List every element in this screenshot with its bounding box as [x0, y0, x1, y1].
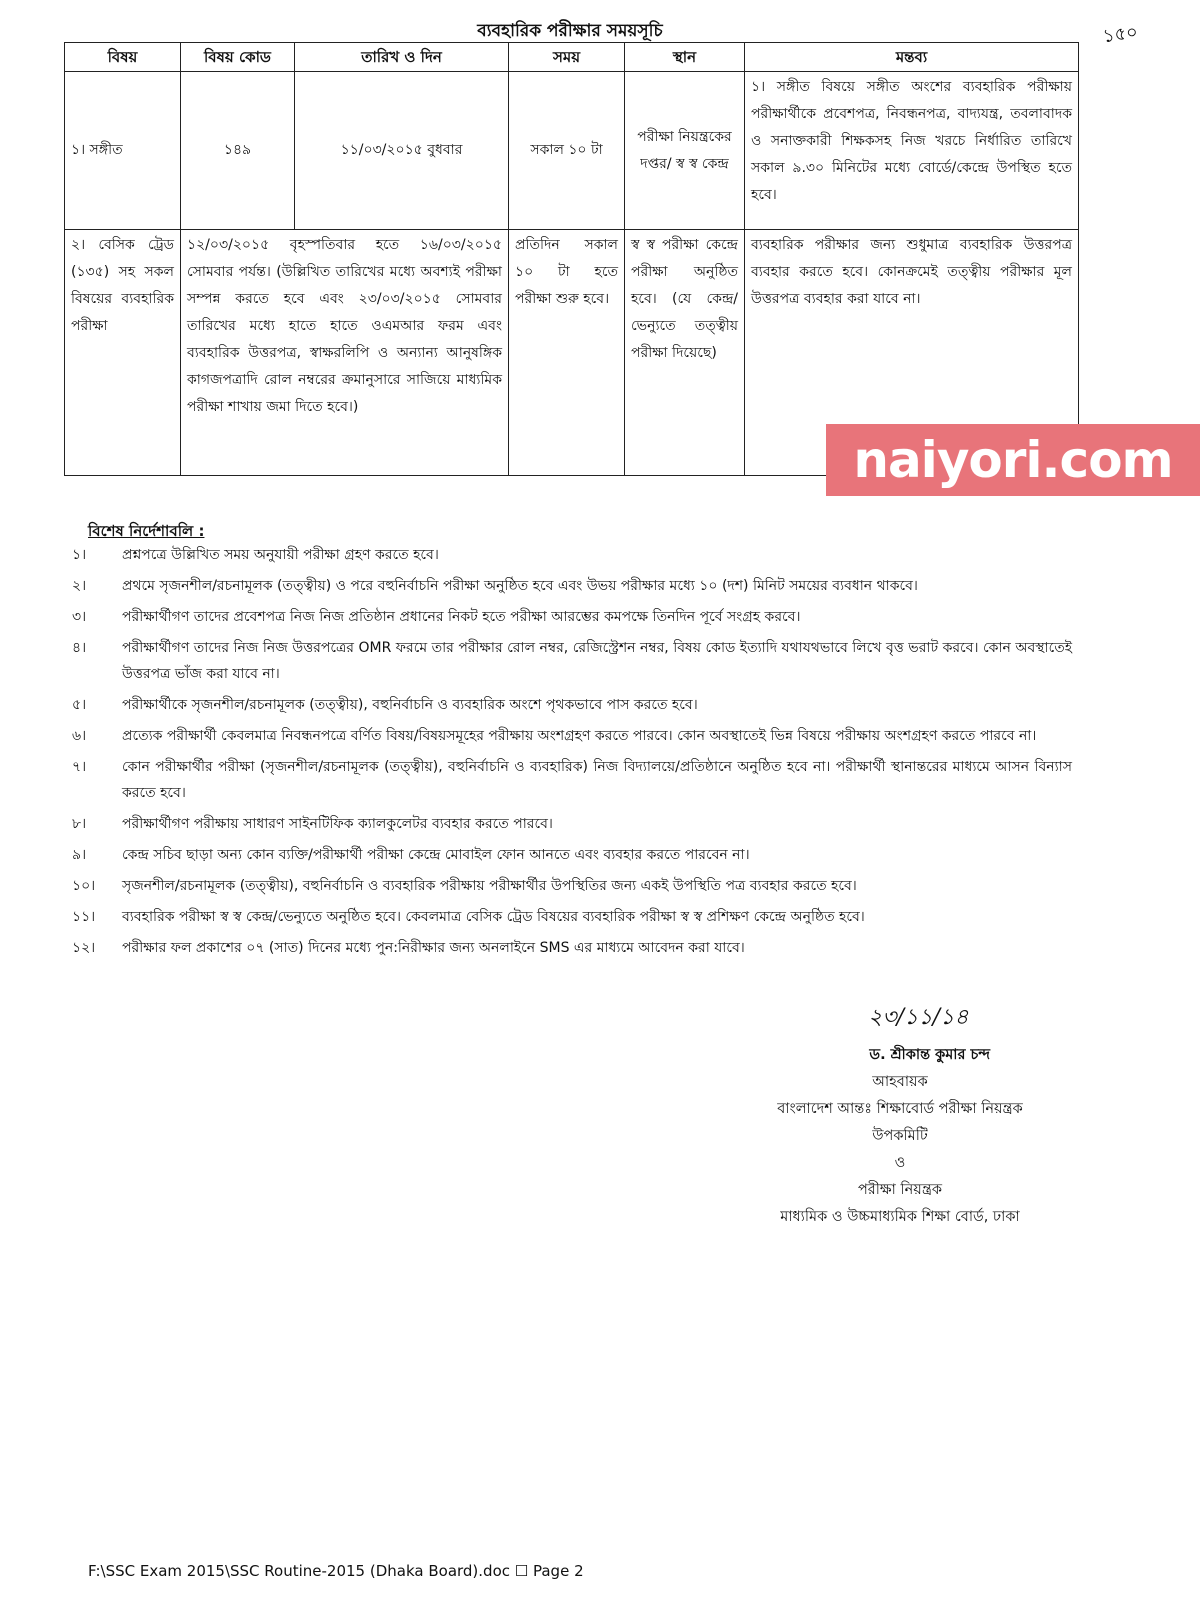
item-number: ১২।: [72, 940, 96, 956]
item-text: প্রশ্নপত্রে উল্লিখিত সময় অনুযায়ী পরীক্ষা গ্রহণ করতে হবে।: [122, 547, 439, 563]
signatory-name: ড. শ্রীকান্ত কুমার চন্দ: [869, 1047, 990, 1063]
header-time: সময়: [509, 43, 625, 72]
item-text: পরীক্ষার্থীগণ তাদের প্রবেশপত্র নিজ নিজ প্রতিষ্ঠান প্রধানের নিকট হতে পরীক্ষা আরম্ভের কমপক্ষে তিনদিন পূর্বে সংগ্রহ করবে।: [122, 609, 801, 625]
item-text: পরীক্ষার ফল প্রকাশের ০৭ (সাত) দিনের মধ্যে পুন:নিরীক্ষার জন্য অনলাইনে SMS এর মাধ্যমে আবেদন করা যাবে।: [122, 940, 745, 956]
item-text: পরীক্ষার্থীগণ তাদের নিজ নিজ উত্তরপত্রের OMR ফরমে তার পরীক্ষার রোল নম্বর, রেজিস্ট্রেশন নম্বর, বিষয় কোড ইত্যাদি যথাযথভাবে লিখে বৃত্ত ভরাট করবে। কোন অবস্থাতেই উত্তরপত্র ভাঁজ করা যাবে না।: [122, 640, 1072, 682]
table-header-row: [65, 43, 1079, 72]
signatory-committee: বাংলাদেশ আন্তঃ শিক্ষাবোর্ড পরীক্ষা নিয়ন্ত্রক: [777, 1101, 1023, 1117]
row1-remarks: ১। সঙ্গীত বিষয়ে সঙ্গীত অংশের ব্যবহারিক পরীক্ষায় পরীক্ষার্থীকে প্রবেশপত্র, নিবন্ধনপত্র, বাদ্যযন্ত্র, তবলাবাদক ও সনাক্তকারী শিক্ষকসহ নিজ খরচে নির্ধারিত তারিখে সকাল ৯.৩০ মিনিটের মধ্যে বোর্ডে/কেন্দ্রে উপস্থিত হতে হবে।: [745, 72, 1079, 230]
row2-subject: ২। বেসিক ট্রেড (১৩৫) সহ সকল বিষয়ের ব্যবহারিক পরীক্ষা: [65, 230, 181, 476]
list-item: [72, 842, 1072, 868]
item-text: কেন্দ্র সচিব ছাড়া অন্য কোন ব্যক্তি/পরীক্ষার্থী পরীক্ষা কেন্দ্রে মোবাইল ফোন আনতে এবং ব্যবহার করতে পারবেন না।: [122, 847, 750, 863]
row2-place: স্ব স্ব পরীক্ষা কেন্দ্রে পরীক্ষা অনুষ্ঠিত হবে। (যে কেন্দ্র/ ভেন্যুতে তত্ত্বীয় পরীক্ষা দিয়েছে): [625, 230, 745, 476]
special-instructions-heading: বিশেষ নির্দেশাবলি :: [88, 522, 205, 540]
list-item: [72, 935, 1072, 961]
table-row: [65, 72, 1079, 230]
header-subject-code: বিষয় কোড: [181, 43, 295, 72]
row1-code: ১৪৯: [181, 72, 295, 230]
signatory-board: মাধ্যমিক ও উচ্চমাধ্যমিক শিক্ষা বোর্ড, ঢাকা: [780, 1209, 1020, 1225]
header-date-day: তারিখ ও দিন: [295, 43, 509, 72]
list-item: [72, 692, 1072, 718]
list-item: [72, 904, 1072, 930]
item-number: ৭।: [72, 759, 87, 775]
list-item: [72, 635, 1072, 687]
row1-date: ১১/০৩/২০১৫ বুধবার: [295, 72, 509, 230]
list-item: [72, 873, 1072, 899]
item-text: সৃজনশীল/রচনামূলক (তত্ত্বীয়), বহুনির্বাচনি ও ব্যবহারিক পরীক্ষায় পরীক্ষার্থীর উপস্থিতির জন্য একই উপস্থিতি পত্র ব্যবহার করতে হবে।: [122, 878, 857, 894]
item-number: ১১।: [72, 909, 96, 925]
item-number: ৩।: [72, 609, 87, 625]
special-instructions-list: [72, 542, 1072, 966]
list-item: [72, 542, 1072, 568]
header-remarks: মন্তব্য: [745, 43, 1079, 72]
item-number: ৯।: [72, 847, 87, 863]
item-number: ৪।: [72, 640, 87, 656]
list-item: [72, 573, 1072, 599]
item-number: ২।: [72, 578, 87, 594]
watermark-logo: naiyori.com: [826, 424, 1200, 496]
item-number: ১০।: [72, 878, 96, 894]
row2-date-range: ১২/০৩/২০১৫ বৃহস্পতিবার হতে ১৬/০৩/২০১৫ সোমবার পর্যন্ত। (উল্লিখিত তারিখের মধ্যে অবশ্যই পরীক্ষা সম্পন্ন করতে হবে এবং ২৩/০৩/২০১৫ সোমবার তারিখের মধ্যে হাতে হাতে ওএমআর ফরম এবং ব্যবহারিক উত্তরপত্র, স্বাক্ষরলিপি ও অন্যান্য আনুষঙ্গিক কাগজপত্রাদি রোল নম্বরের ক্রমানুসারে সাজিয়ে মাধ্যমিক পরীক্ষা শাখায় জমা দিতে হবে।): [181, 230, 509, 476]
row1-place: পরীক্ষা নিয়ন্ত্রকের দপ্তর/ স্ব স্ব কেন্দ্র: [625, 72, 745, 230]
header-subject: বিষয়: [65, 43, 181, 72]
signatory-subcommittee: উপকমিটি: [872, 1128, 928, 1144]
item-number: ৮।: [72, 816, 87, 832]
item-text: পরীক্ষার্থীকে সৃজনশীল/রচনামূলক (তত্ত্বীয়), বহুনির্বাচনি ও ব্যবহারিক অংশে পৃথকভাবে পাস করতে হবে।: [122, 697, 698, 713]
document-title: ব্যবহারিক পরীক্ষার সময়সূচি: [477, 21, 663, 41]
document-footer-path: F:\SSC Exam 2015\SSC Routine-2015 (Dhaka Board).doc ☐ Page 2: [88, 1562, 584, 1580]
signatory-block: [720, 1042, 1080, 1231]
list-item: [72, 604, 1072, 630]
signatory-and: ও: [894, 1155, 906, 1171]
row1-time: সকাল ১০ টা: [509, 72, 625, 230]
signatory-role-controller: পরীক্ষা নিয়ন্ত্রক: [857, 1182, 943, 1198]
practical-exam-schedule-table: [64, 42, 1079, 476]
item-text: প্রথমে সৃজনশীল/রচনামূলক (তত্ত্বীয়) ও পরে বহুনির্বাচনি পরীক্ষা অনুষ্ঠিত হবে এবং উভয় পরীক্ষার মধ্যে ১০ (দশ) মিনিট সময়ের ব্যবধান থাকবে।: [122, 578, 918, 594]
header-place: স্থান: [625, 43, 745, 72]
row2-remarks: ব্যবহারিক পরীক্ষার জন্য শুধুমাত্র ব্যবহারিক উত্তরপত্র ব্যবহার করতে হবে। কোনক্রমেই তত্ত্বীয় পরীক্ষার মূল উত্তরপত্র ব্যবহার করা যাবে না।: [745, 230, 1079, 476]
item-text: প্রত্যেক পরীক্ষার্থী কেবলমাত্র নিবন্ধনপত্রে বর্ণিত বিষয়/বিষয়সমূহের পরীক্ষায় অংশগ্রহণ করতে পারবে। কোন অবস্থাতেই ভিন্ন বিষয়ে পরীক্ষায় অংশগ্রহণ করতে পারবে না।: [122, 728, 1037, 744]
row1-subject: ১। সঙ্গীত: [65, 72, 181, 230]
list-item: [72, 811, 1072, 837]
item-number: ৫।: [72, 697, 87, 713]
list-item: [72, 754, 1072, 806]
item-text: ব্যবহারিক পরীক্ষা স্ব স্ব কেন্দ্র/ভেন্যুতে অনুষ্ঠিত হবে। কেবলমাত্র বেসিক ট্রেড বিষয়ের ব্যবহারিক পরীক্ষা স্ব স্ব প্রশিক্ষণ কেন্দ্রে অনুষ্ঠিত হবে।: [122, 909, 865, 925]
page-number: ১৫০: [1101, 21, 1140, 48]
row2-time: প্রতিদিন সকাল ১০ টা হতে পরীক্ষা শুরু হবে।: [509, 230, 625, 476]
signatory-role-convener: আহবায়ক: [872, 1074, 928, 1090]
handwritten-signature-date: ২৩/১১/১৪: [868, 1005, 969, 1030]
item-text: পরীক্ষার্থীগণ পরীক্ষায় সাধারণ সাইনটিফিক ক্যালকুলেটর ব্যবহার করতে পারবে।: [122, 816, 553, 832]
list-item: [72, 723, 1072, 749]
item-number: ১।: [72, 547, 87, 563]
item-text: কোন পরীক্ষার্থীর পরীক্ষা (সৃজনশীল/রচনামূলক (তত্ত্বীয়), বহুনির্বাচনি ও ব্যবহারিক) নিজ বিদ্যালয়ে/প্রতিষ্ঠানে অনুষ্ঠিত হবে না। পরীক্ষার্থী স্থানান্তরের মাধ্যমে আসন বিন্যাস করতে হবে।: [122, 759, 1072, 801]
item-number: ৬।: [72, 728, 87, 744]
